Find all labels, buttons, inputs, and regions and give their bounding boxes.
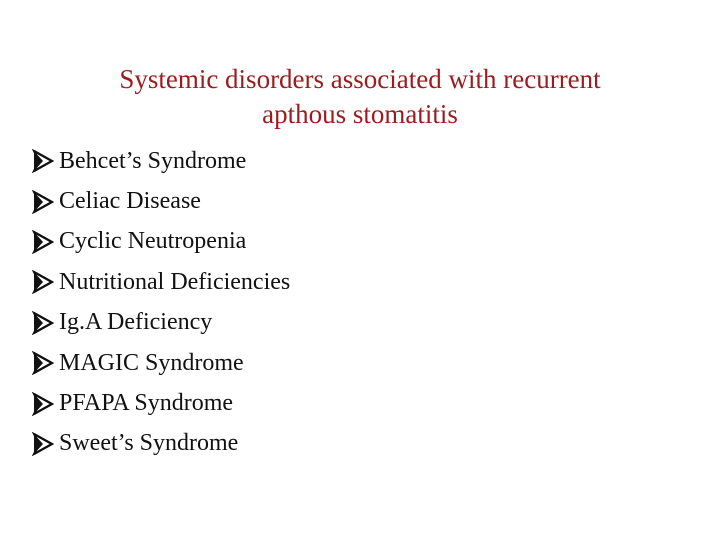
list-item-text: Ig.A Deficiency: [59, 309, 213, 336]
arrow-bullet-icon: [32, 270, 54, 294]
disorder-list: [32, 141, 290, 464]
slide-title-line-1: Systemic disorders associated with recurrent: [119, 64, 601, 94]
list-item: [32, 222, 290, 262]
list-item-text: Nutritional Deficiencies: [59, 268, 291, 295]
list-item: [32, 262, 290, 302]
arrow-bullet-icon: [32, 432, 54, 456]
list-item-text: Celiac Disease: [59, 188, 201, 215]
arrow-bullet-icon: [32, 230, 54, 254]
list-item: [32, 181, 290, 221]
list-item: [32, 424, 290, 464]
arrow-bullet-icon: [32, 311, 54, 335]
slide-title: [40, 62, 680, 132]
arrow-bullet-icon: [32, 190, 54, 214]
list-item-text: PFAPA Syndrome: [59, 390, 234, 417]
slide-title-line-2: apthous stomatitis: [262, 99, 458, 129]
list-item-text: Sweet’s Syndrome: [59, 430, 239, 457]
list-item-text: Cyclic Neutropenia: [59, 228, 247, 255]
list-item: [32, 343, 290, 383]
list-item: [32, 383, 290, 423]
list-item-text: Behcet’s Syndrome: [59, 147, 247, 174]
arrow-bullet-icon: [32, 351, 54, 375]
list-item: [32, 303, 290, 343]
arrow-bullet-icon: [32, 392, 54, 416]
list-item: [32, 141, 290, 181]
list-item-text: MAGIC Syndrome: [59, 349, 244, 376]
arrow-bullet-icon: [32, 149, 54, 173]
